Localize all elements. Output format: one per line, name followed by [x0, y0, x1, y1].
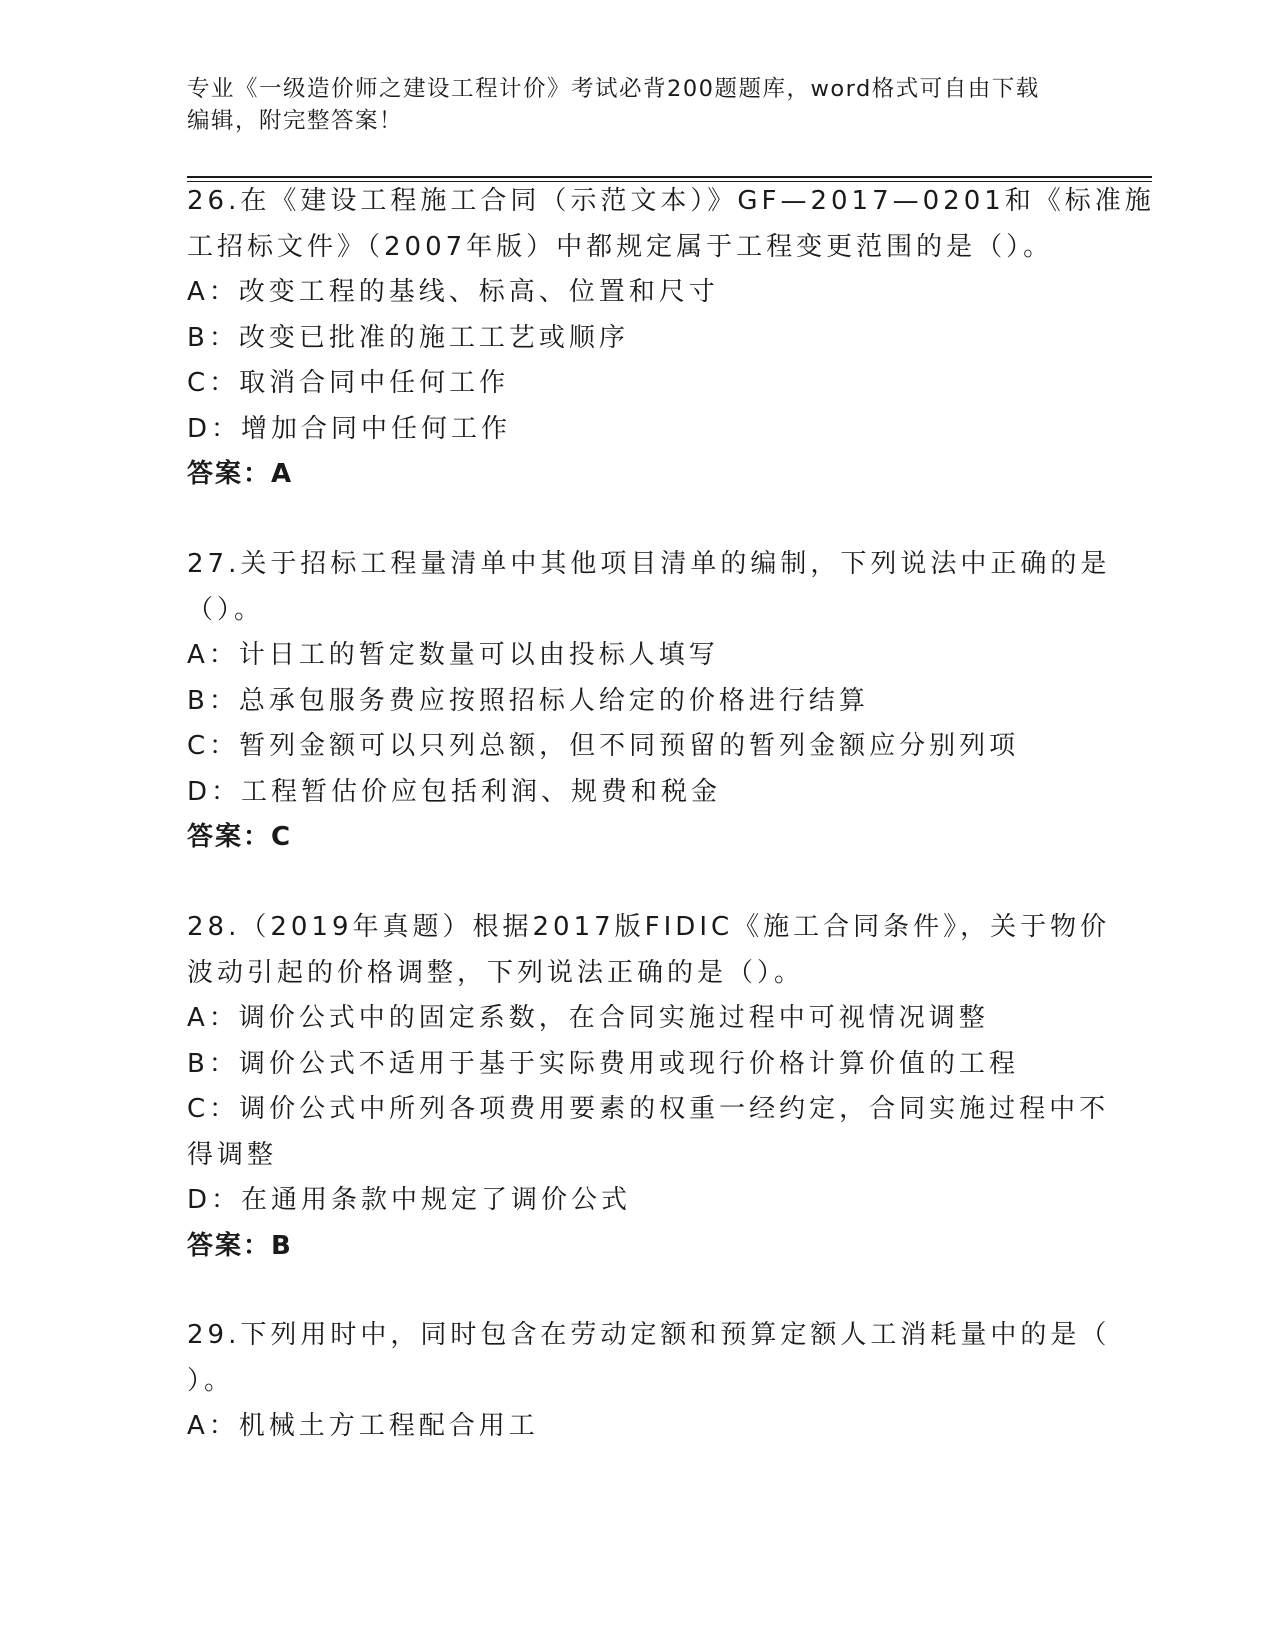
question-stem-line: 28.（2019年真题）根据2017版FIDIC《施工合同条件》，关于物价 [187, 912, 1111, 942]
question-29 [187, 1313, 1111, 1450]
document-header [187, 73, 1067, 137]
question-stem-line: 29.下列用时中，同时包含在劳动定额和预算定额人工消耗量中的是（ [187, 1320, 1111, 1350]
question-stem-line: 工招标文件》（2007年版）中都规定属于工程变更范围的是（）。 [187, 231, 1054, 262]
question-stem-line: 27.关于招标工程量清单中其他项目清单的编制，下列说法中正确的是 [187, 549, 1111, 579]
option-d: D：工程暂估价应包括利润、规费和税金 [187, 776, 722, 807]
answer-label: 答案：C [187, 822, 293, 852]
question-stem-line: （）。 [187, 594, 265, 625]
option-c: C：暂列金额可以只列总额，但不同预留的暂列金额应分别列项 [187, 731, 1020, 761]
option-b: B：总承包服务费应按照招标人给定的价格进行结算 [187, 685, 869, 716]
option-c: C：取消合同中任何工作 [187, 368, 510, 398]
option-c-continued: 得调整 [187, 1139, 278, 1170]
question-stem-line: ）。 [187, 1365, 235, 1396]
header-line-2: 编辑，附完整答案！ [187, 108, 404, 134]
header-divider-thick [187, 176, 1152, 178]
option-d: D：在通用条款中规定了调价公式 [187, 1185, 632, 1215]
option-a: A：调价公式中的固定系数，在合同实施过程中可视情况调整 [187, 1003, 989, 1033]
option-a: A：机械土方工程配合用工 [187, 1411, 539, 1441]
option-d: D：增加合同中任何工作 [187, 413, 512, 444]
option-b: B：改变已批准的施工工艺或顺序 [187, 322, 629, 353]
option-c: C：调价公式中所列各项费用要素的权重一经约定，合同实施过程中不 [187, 1094, 1110, 1124]
answer-label: 答案：A [187, 459, 294, 489]
question-26 [187, 179, 1155, 498]
option-a: A：改变工程的基线、标高、位置和尺寸 [187, 277, 719, 307]
question-27 [187, 542, 1111, 861]
question-stem-line: 波动引起的价格调整，下列说法正确的是（）。 [187, 957, 805, 988]
header-line-1: 专业《一级造价师之建设工程计价》考试必背200题题库，word格式可自由下载 [187, 76, 1040, 102]
option-b: B：调价公式不适用于基于实际费用或现行价格计算价值的工程 [187, 1048, 1019, 1079]
option-a: A：计日工的暂定数量可以由投标人填写 [187, 640, 719, 670]
question-stem-line: 26.在《建设工程施工合同（示范文本）》GF—2017—0201和《标准施 [187, 186, 1155, 216]
answer-label: 答案：B [187, 1230, 293, 1261]
question-28 [187, 905, 1111, 1269]
